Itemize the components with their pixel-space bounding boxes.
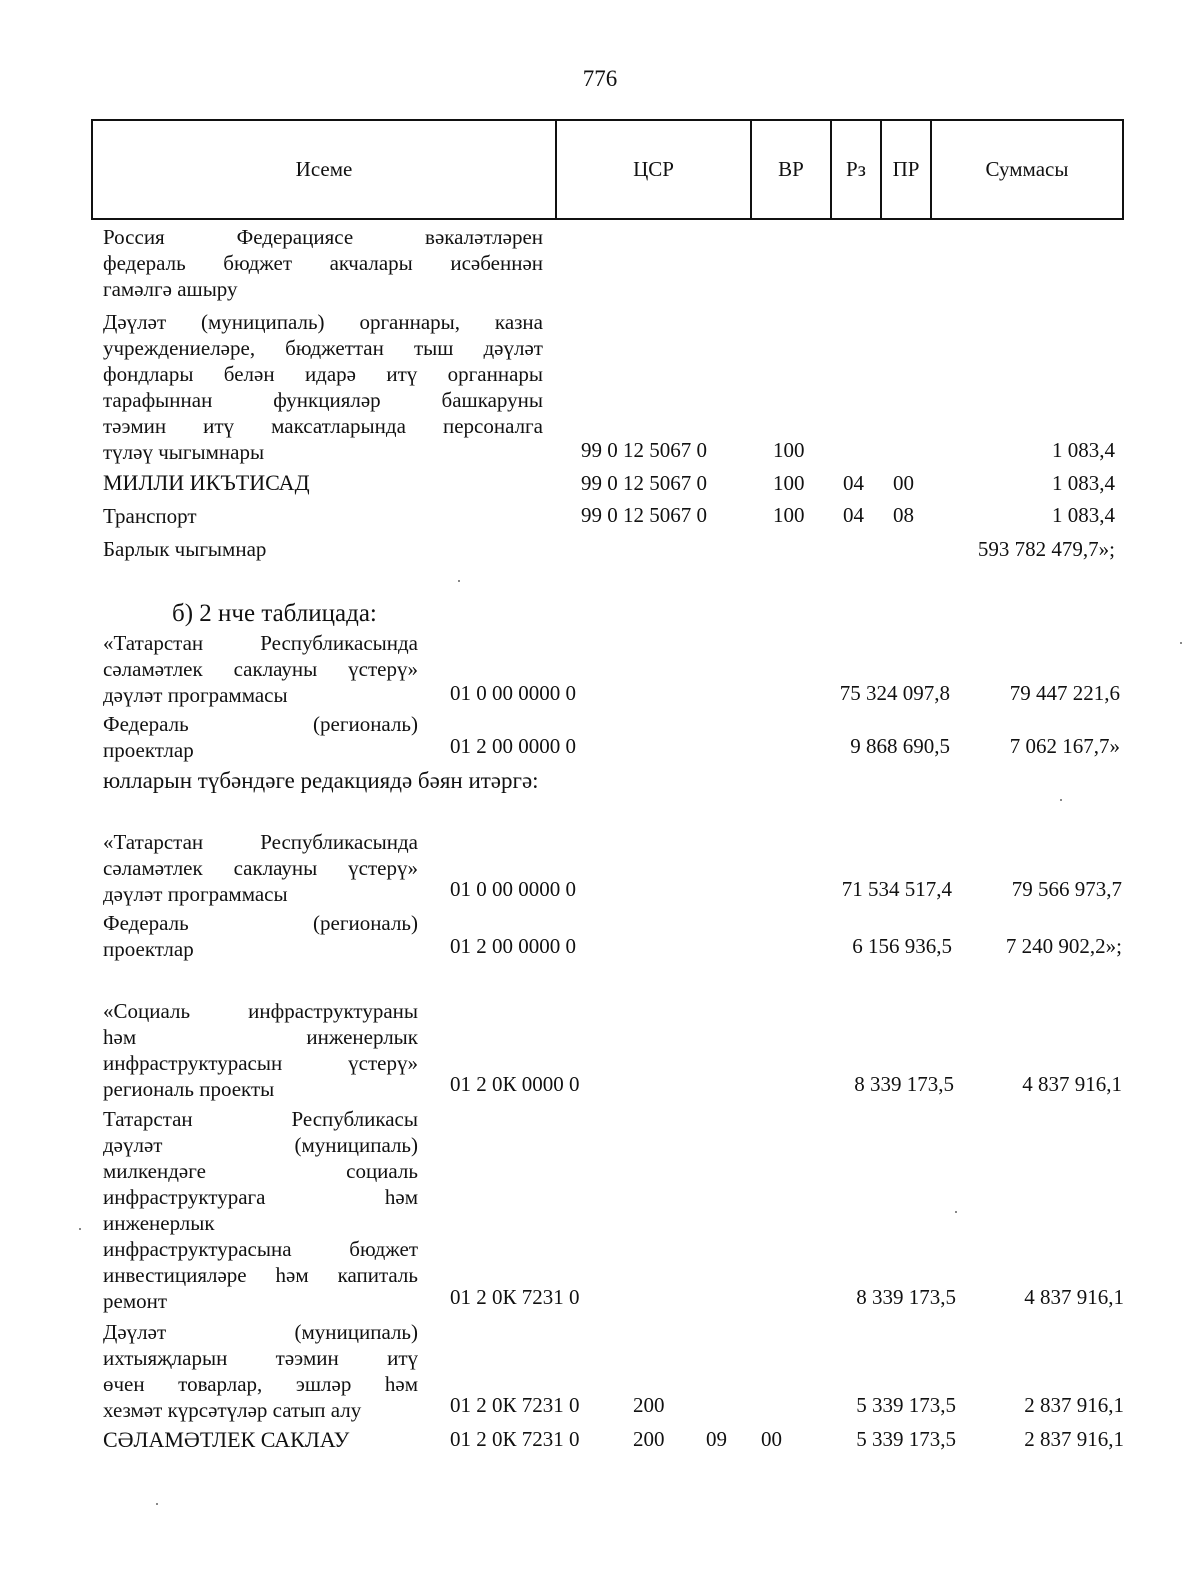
text-line: һәм инженерлык [103, 1025, 418, 1049]
text-line: федераль бюджет акчалары исәбеннән [103, 251, 543, 275]
value-cell: 2 837 916,1 [1024, 1393, 1124, 1417]
personnel-text [103, 309, 543, 465]
row-name: СӘЛАМӘТЛЕК САКЛАУ [103, 1427, 350, 1452]
new-row-projects [103, 910, 418, 962]
csr-cell: 01 0 00 0000 0 [450, 681, 576, 705]
text-line: сәламәтлек саклауны үстерү» [103, 856, 418, 880]
row-name: Транспорт [103, 504, 197, 528]
header-vr: ВР [750, 121, 830, 218]
sum-cell: 1 083,4 [1052, 471, 1115, 495]
value-cell: 75 324 097,8 [839, 681, 950, 705]
text-line: учреждениеләре, бюджеттан тыш дәүләт [103, 336, 543, 360]
rz-cell: 04 [843, 471, 864, 495]
pr-cell: 08 [893, 503, 914, 527]
text-line: дәүләт программасы [103, 683, 288, 707]
text-line: түләү чыгымнары [103, 440, 265, 464]
text-line: тарафыннан функцияләр башкаруны [103, 388, 543, 412]
vr-cell: 200 [633, 1427, 665, 1451]
text-line: фондлары белән идарә итү органнары [103, 362, 543, 386]
section-heading: б) 2 нче таблицада: [172, 600, 377, 627]
scan-speck [1180, 642, 1182, 644]
page-number: 776 [582, 66, 618, 91]
vr-cell: 100 [773, 438, 805, 462]
text-line: Дәүләт (муниципаль) органнары, казна [103, 310, 543, 334]
old-row-projects [103, 711, 418, 763]
value-cell: 4 837 916,1 [1022, 1072, 1122, 1096]
value-cell: 5 339 173,5 [856, 1427, 956, 1451]
scan-speck [79, 1228, 81, 1230]
value-cell: 8 339 173,5 [854, 1072, 954, 1096]
vr-cell: 100 [773, 471, 805, 495]
text-line: инженерлык [103, 1211, 215, 1235]
text-line: Россия Федерациясе вәкаләтләрен [103, 225, 543, 249]
text-line: ремонт [103, 1289, 168, 1313]
value-cell: 9 868 690,5 [850, 734, 950, 758]
text-line: Федераль (региональ) [103, 911, 418, 935]
value-cell: 2 837 916,1 [1024, 1427, 1124, 1451]
pr-cell: 00 [761, 1427, 782, 1451]
header-pr: ПР [880, 121, 930, 218]
csr-cell: 99 0 12 5067 0 [581, 438, 707, 462]
csr-cell: 01 2 0К 7231 0 [450, 1427, 580, 1451]
csr-cell: 01 0 00 0000 0 [450, 877, 576, 901]
csr-cell: 99 0 12 5067 0 [581, 503, 707, 527]
text-line: региональ проекты [103, 1077, 275, 1101]
scan-speck [156, 1503, 158, 1505]
text-line: тәэмин итү максатларында персоналга [103, 414, 543, 438]
csr-cell: 01 2 0К 7231 0 [450, 1393, 580, 1417]
added-row-procurement [103, 1319, 418, 1423]
vr-cell: 100 [773, 503, 805, 527]
text-line: инфраструктурасын үстерү» [103, 1051, 418, 1075]
scan-speck [458, 580, 460, 582]
old-row-program [103, 630, 418, 708]
csr-cell: 99 0 12 5067 0 [581, 471, 707, 495]
text-line: проектлар [103, 937, 194, 961]
text-line: Татарстан Республикасы [103, 1107, 418, 1131]
text-line: инфраструктурага һәм [103, 1185, 418, 1209]
total-value: 593 782 479,7»; [977, 537, 1115, 561]
value-cell: 7 062 167,7» [1009, 734, 1120, 758]
value-cell: 4 837 916,1 [1024, 1285, 1124, 1309]
text-line: «Социаль инфраструктураны [103, 999, 418, 1023]
text-line: ихтыяҗларын тәэмин итү [103, 1346, 418, 1370]
rz-cell: 04 [843, 503, 864, 527]
text-line: Дәүләт (муниципаль) [103, 1320, 418, 1344]
text-line: сәламәтлек саклауны үстерү» [103, 657, 418, 681]
text-line: «Татарстан Республикасында [103, 830, 418, 854]
text-line: инвестицияләре һәм капиталь [103, 1263, 418, 1287]
instruction-text: юлларын түбәндәге редакциядә бәян итәргә: [103, 768, 539, 793]
scan-speck [955, 1211, 957, 1213]
value-cell: 6 156 936,5 [852, 934, 952, 958]
text-line: хезмәт күрсәтүләр сатып алу [103, 1398, 362, 1422]
value-cell: 79 447 221,6 [1009, 681, 1120, 705]
text-line: дәүләт программасы [103, 882, 288, 906]
text-line: «Татарстан Республикасында [103, 631, 418, 655]
header-csr: ЦСР [555, 121, 750, 218]
sum-cell: 1 083,4 [1052, 503, 1115, 527]
header-sum: Суммасы [930, 121, 1122, 218]
text-line: инфраструктурасына бюджет [103, 1237, 418, 1261]
text-line: өчен товарлар, эшләр һәм [103, 1372, 418, 1396]
sum-cell: 1 083,4 [1052, 438, 1115, 462]
rz-cell: 09 [706, 1427, 727, 1451]
value-cell: 5 339 173,5 [856, 1393, 956, 1417]
text-line: гамәлгә ашыру [103, 277, 238, 301]
csr-cell: 01 2 0К 7231 0 [450, 1285, 580, 1309]
added-row-regional-project [103, 998, 418, 1102]
header-rz: Рз [830, 121, 880, 218]
value-cell: 7 240 902,2»; [1005, 934, 1122, 958]
value-cell: 8 339 173,5 [856, 1285, 956, 1309]
pr-cell: 00 [893, 471, 914, 495]
new-row-program [103, 829, 418, 907]
csr-cell: 01 2 00 0000 0 [450, 734, 576, 758]
csr-cell: 01 2 00 0000 0 [450, 934, 576, 958]
vr-cell: 200 [633, 1393, 665, 1417]
text-line: дәүләт (муниципаль) [103, 1133, 418, 1157]
table-header [91, 119, 1124, 220]
total-label: Барлык чыгымнар [103, 537, 267, 561]
header-name: Исеме [295, 157, 353, 181]
text-line: милкендәге социаль [103, 1159, 418, 1183]
added-row-capital-repair [103, 1106, 418, 1314]
text-line: проектлар [103, 738, 194, 762]
value-cell: 79 566 973,7 [1011, 877, 1122, 901]
text-line: Федераль (региональ) [103, 712, 418, 736]
scan-speck [1060, 799, 1062, 801]
row-name: МИЛЛИ ИКЪТИСАД [103, 470, 310, 495]
value-cell: 71 534 517,4 [841, 877, 952, 901]
intro-text [103, 224, 543, 302]
csr-cell: 01 2 0К 0000 0 [450, 1072, 580, 1096]
